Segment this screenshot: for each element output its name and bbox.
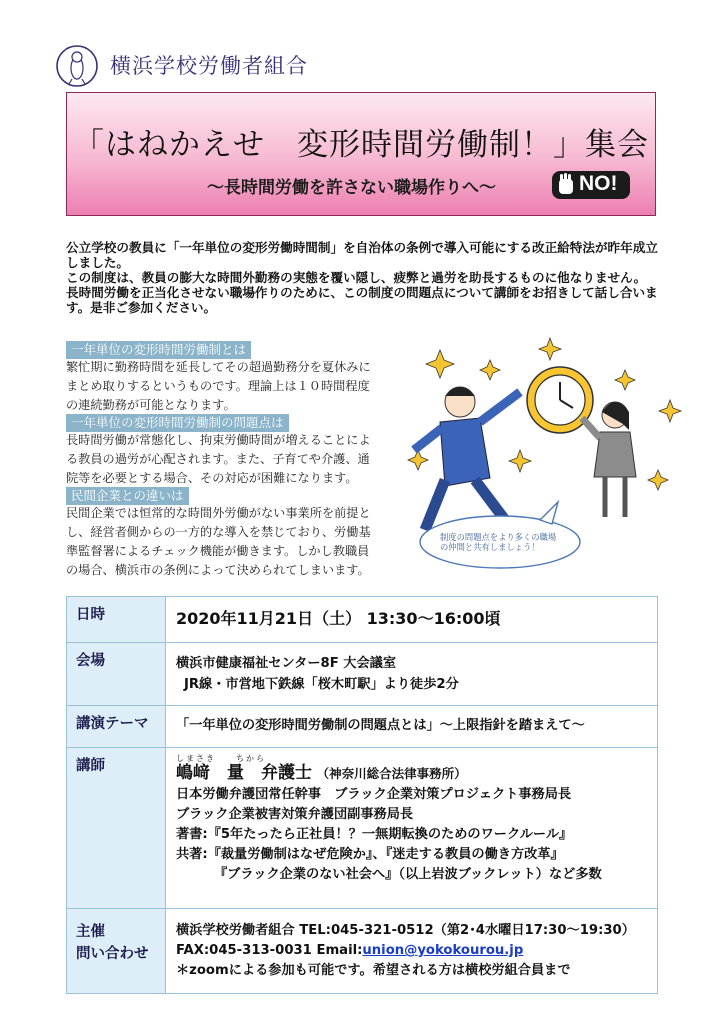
section-heading: 一年単位の変形時間労働制の問題点は [66,414,289,432]
intro-paragraph: 公立学校の教員に「一年単位の変形労働時間制」を自治体の条例で導入可能にする改正給特法が昨年成立しました。 [66,240,658,270]
illustration [400,330,690,580]
section-body: 長時間労働が常態化し、拘束労働時間が増えることによる教員の過労が心配されます。また、子育てや介護、通院等を必要とする場合、その対応が困難になります。 [66,433,371,485]
row-venue [67,643,657,706]
intro-paragraph: この制度は、教員の膨大な時間外勤務の実態を覆い隠し、疲弊と過労を助長するものに他なりません。 [66,270,647,285]
event-datetime: 2020年11月21日（土） 13:30〜16:00頃 [176,609,501,628]
intro-text [66,240,658,315]
row-theme [67,706,657,748]
event-info-table [66,596,658,994]
union-mascot-logo [55,44,99,88]
lecture-theme: 「一年単位の変形時間労働制の問題点とは」〜上限指針を踏まえて〜 [176,718,585,733]
contact-email-link[interactable]: union@yokokourou.jp [362,943,524,958]
no-badge [551,170,631,200]
intro-paragraph: 長時間労働を正当化させない職場作りのために、この制度の問題点について講師をお招きして話し合います。是非ご参加ください。 [66,285,658,315]
section-heading: 民間企業との違いは [66,487,189,505]
label-theme: 講演テーマ [67,706,166,747]
label-organizer: 主催 [76,924,105,940]
speaker-affiliation: （神奈川総合法律事務所） [316,766,467,781]
section-heading: 一年単位の変形時間労働制とは [66,341,251,359]
row-speaker [67,748,657,909]
raised-hand-icon [559,173,573,194]
speaker-title: 日本労働弁護団常任幹事 ブラック企業対策プロジェクト事務局長 [176,787,572,802]
businesswoman-figure [582,402,636,517]
speaker-title: ブラック企業被害対策弁護団副事務局長 [176,807,414,822]
event-subtitle: 〜長時間労働を許さない職場作りへ〜 [207,178,496,198]
section-body: 繁忙期に勤務時間を延長してその超過勤務分を夏休みにまとめ取りするというものです。理論上は１０時間程度の連続勤務が可能となります。 [66,360,371,412]
label-venue: 会場 [67,643,166,705]
speaker-ruby: しまさき ちから [176,754,266,763]
title-banner [66,92,656,216]
venue-access: JR線・市営地下鉄線「桜木町駅」より徒歩2分 [184,677,459,692]
row-datetime [67,597,657,643]
event-title: 「はねかえせ 変形時間労働制！」集会 [73,127,649,163]
speech-bubble-text: 制度の問題点をより多くの職場の仲間と共有しましょう！ [440,532,557,552]
section-body: 民間企業では恒常的な時間外労働がない事業所を前提とし、経営者側からの一方的な導入を禁じており、労働基準監督署によるチェック機能が働きます。しかし教職員の場合、横浜市の条例によって決められてしまいます。 [66,506,371,577]
label-speaker: 講師 [67,748,166,908]
organization-name: 横浜学校労働者組合 [110,54,308,78]
speaker-book: 共著:『裁量労働制はなぜ危険か』、『迷走する教員の働き方改革』 [176,847,564,862]
row-contact [67,909,657,993]
label-inquiry: 問い合わせ [76,946,149,962]
speaker-book: 『ブラック企業のない社会へ』（以上岩波ブックレット）など多数 [214,867,602,882]
zoom-note: ＊zoomによる参加も可能です。希望される方は横校労組合員まで [176,963,571,978]
businessman-figure [414,387,520,530]
contact-fax: FAX:045-313-0031 Email: [176,943,363,958]
speaker-book: 著書:『5年たったら正社員！？一無期転換のためのワークルール』 [176,827,573,842]
venue-name: 横浜市健康福祉センター8F 大会議室 [176,656,397,671]
contact-tel: 横浜学校労働者組合 TEL:045-321-0512（第2･4水曜日17:30〜19:30） [176,923,635,938]
no-badge-text: NO! [579,172,618,195]
speaker-name: 嶋﨑 量 弁護士 [176,763,312,783]
label-datetime: 日時 [67,597,166,642]
